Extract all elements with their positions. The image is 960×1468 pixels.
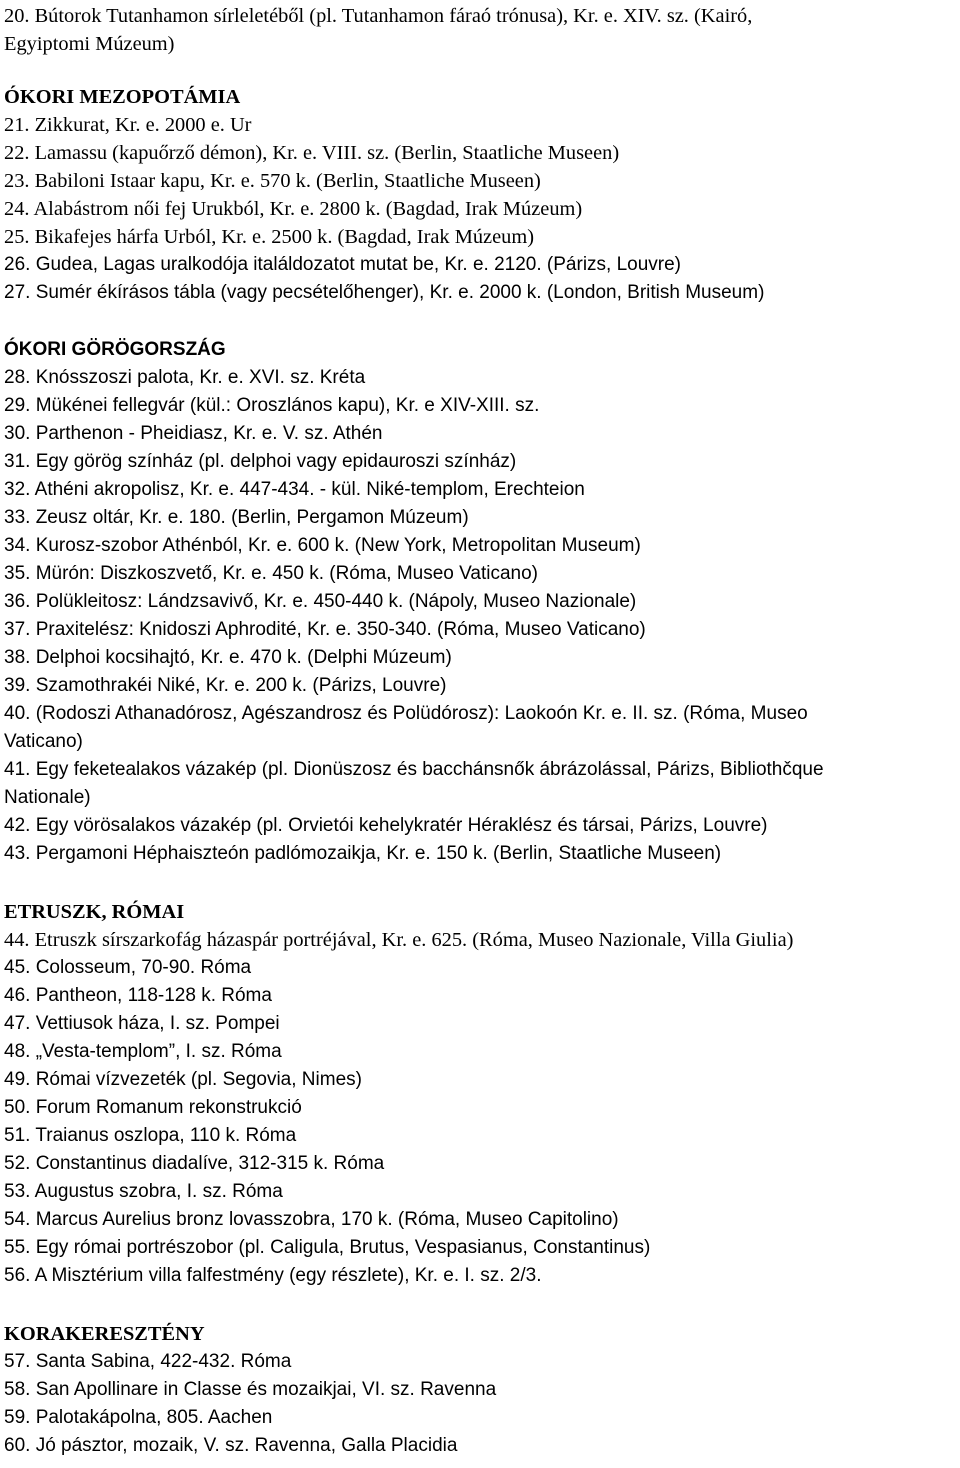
list-item: 54. Marcus Aurelius bronz lovasszobra, 170 k. (Róma, Museo Capitolino) bbox=[4, 1209, 619, 1230]
list-item: 43. Pergamoni Héphaiszteón padlómozaikja, Kr. e. 150 k. (Berlin, Staatliche Museen) bbox=[4, 843, 722, 864]
list-item: 37. Praxitelész: Knidoszi Aphrodité, Kr. e. 350-340. (Róma, Museo Vaticano) bbox=[4, 619, 646, 640]
list-item: 53. Augustus szobra, I. sz. Róma bbox=[4, 1181, 283, 1202]
list-item: 41. Egy feketealakos vázakép (pl. Dionüszosz és bacchánsnők ábrázolással, Párizs, Bibliothčque bbox=[4, 759, 824, 780]
list-item: 22. Lamassu (kapuőrző démon), Kr. e. VIII. sz. (Berlin, Staatliche Museen) bbox=[4, 142, 620, 164]
list-item: 25. Bikafejes hárfa Urból, Kr. e. 2500 k. (Bagdad, Irak Múzeum) bbox=[4, 226, 534, 248]
list-item: 49. Római vízvezeték (pl. Segovia, Nimes) bbox=[4, 1069, 362, 1090]
list-item: 45. Colosseum, 70-90. Róma bbox=[4, 957, 252, 978]
list-item: 31. Egy görög színház (pl. delphoi vagy epidauroszi színház) bbox=[4, 451, 517, 472]
list-item: 47. Vettiusok háza, I. sz. Pompei bbox=[4, 1013, 280, 1034]
list-item: 33. Zeusz oltár, Kr. e. 180. (Berlin, Pergamon Múzeum) bbox=[4, 507, 469, 528]
list-item: 59. Palotakápolna, 805. Aachen bbox=[4, 1407, 273, 1428]
list-item: 29. Mükénei fellegvár (kül.: Oroszlános kapu), Kr. e XIV-XIII. sz. bbox=[4, 395, 540, 416]
list-item: 26. Gudea, Lagas uralkodója italáldozatot mutat be, Kr. e. 2120. (Párizs, Louvre) bbox=[4, 254, 682, 275]
list-item: 27. Sumér ékírásos tábla (vagy pecsételőhenger), Kr. e. 2000 k. (London, British Museum) bbox=[4, 282, 765, 303]
list-item: 20. Bútorok Tutanhamon sírleletéből (pl. Tutanhamon fáraó trónusa), Kr. e. XIV. sz. (Kairó, bbox=[4, 5, 753, 27]
list-item: 21. Zikkurat, Kr. e. 2000 e. Ur bbox=[4, 114, 252, 136]
list-item: 40. (Rodoszi Athanadórosz, Agészandrosz és Polüdórosz): Laokoón Kr. e. II. sz. (Róma, Museo bbox=[4, 703, 808, 724]
list-item: 46. Pantheon, 118-128 k. Róma bbox=[4, 985, 272, 1006]
list-item: 28. Knósszoszi palota, Kr. e. XVI. sz. Kréta bbox=[4, 367, 366, 388]
section-heading: ETRUSZK, RÓMAI bbox=[4, 901, 185, 923]
list-item: 32. Athéni akropolisz, Kr. e. 447-434. - kül. Niké-templom, Erechteion bbox=[4, 479, 585, 500]
list-item: 35. Mürón: Diszkoszvető, Kr. e. 450 k. (Róma, Museo Vaticano) bbox=[4, 563, 538, 584]
list-item: Vaticano) bbox=[4, 731, 83, 752]
list-item: 38. Delphoi kocsihajtó, Kr. e. 470 k. (Delphi Múzeum) bbox=[4, 647, 452, 668]
list-item: 56. A Misztérium villa falfestmény (egy részlete), Kr. e. I. sz. 2/3. bbox=[4, 1265, 542, 1286]
list-item: 60. Jó pásztor, mozaik, V. sz. Ravenna, Galla Placidia bbox=[4, 1435, 458, 1456]
list-item: 44. Etruszk sírszarkofág házaspár portréjával, Kr. e. 625. (Róma, Museo Nazionale, Villa Giulia) bbox=[4, 929, 794, 951]
list-item: 36. Polükleitosz: Lándzsavivő, Kr. e. 450-440 k. (Nápoly, Museo Nazionale) bbox=[4, 591, 637, 612]
list-item: Egyiptomi Múzeum) bbox=[4, 33, 175, 55]
list-item: 24. Alabástrom női fej Urukból, Kr. e. 2800 k. (Bagdad, Irak Múzeum) bbox=[4, 198, 583, 220]
list-item: Nationale) bbox=[4, 787, 91, 808]
list-item: 57. Santa Sabina, 422-432. Róma bbox=[4, 1351, 292, 1372]
list-item: 34. Kurosz-szobor Athénból, Kr. e. 600 k. (New York, Metropolitan Museum) bbox=[4, 535, 641, 556]
section-heading: KORAKERESZTÉNY bbox=[4, 1323, 205, 1345]
list-item: 55. Egy római portrészobor (pl. Caligula, Brutus, Vespasianus, Constantinus) bbox=[4, 1237, 651, 1258]
list-item: 30. Parthenon - Pheidiasz, Kr. e. V. sz. Athén bbox=[4, 423, 383, 444]
list-item: 58. San Apollinare in Classe és mozaikjai, VI. sz. Ravenna bbox=[4, 1379, 497, 1400]
section-heading: ÓKORI MEZOPOTÁMIA bbox=[4, 86, 241, 108]
list-item: 48. „Vesta-templom”, I. sz. Róma bbox=[4, 1041, 282, 1062]
list-item: 52. Constantinus diadalíve, 312-315 k. Róma bbox=[4, 1153, 385, 1174]
list-item: 23. Babiloni Istaar kapu, Kr. e. 570 k. (Berlin, Staatliche Museen) bbox=[4, 170, 541, 192]
list-item: 50. Forum Romanum rekonstrukció bbox=[4, 1097, 302, 1118]
list-item: 51. Traianus oszlopa, 110 k. Róma bbox=[4, 1125, 297, 1146]
list-item: 39. Szamothrakéi Niké, Kr. e. 200 k. (Párizs, Louvre) bbox=[4, 675, 447, 696]
list-item: 42. Egy vörösalakos vázakép (pl. Orvietói kehelykratér Héraklész és társai, Párizs, Louvre) bbox=[4, 815, 768, 836]
section-heading: ÓKORI GÖRÖGORSZÁG bbox=[4, 339, 226, 360]
